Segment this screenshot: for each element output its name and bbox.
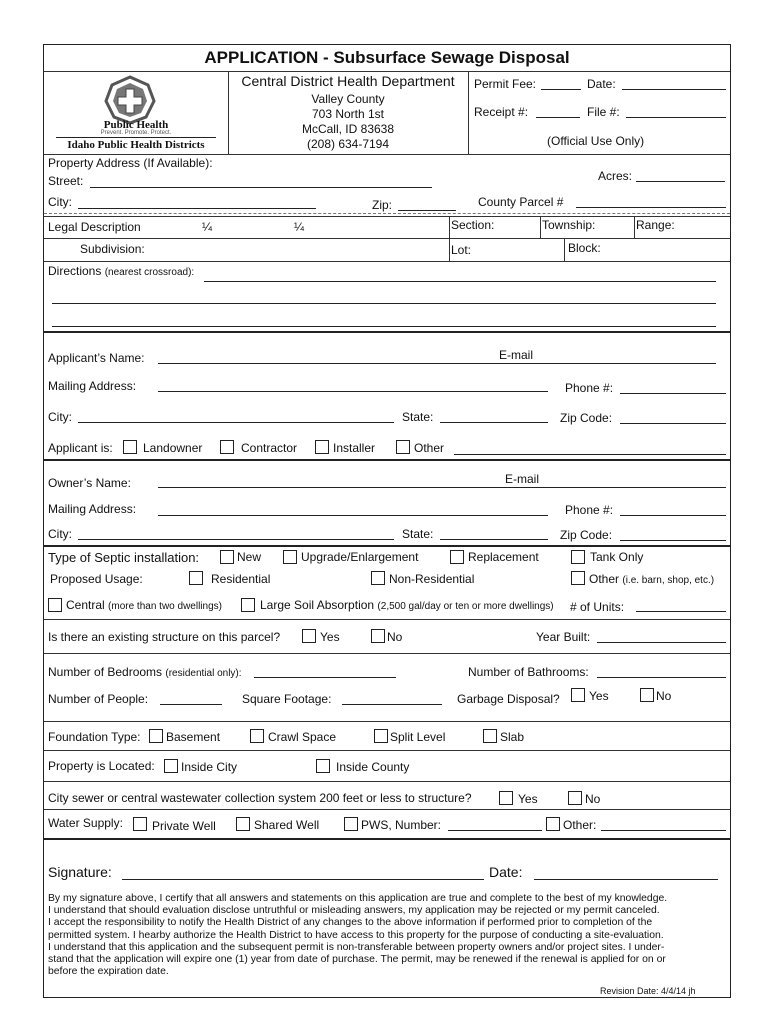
quarter-1: ¼ (202, 220, 213, 234)
divider (44, 238, 730, 239)
garbage-yes-label: Yes (589, 689, 609, 703)
department-address1: 703 North 1st (311, 107, 385, 121)
shared-well-checkbox[interactable] (236, 817, 250, 831)
parcel-field[interactable] (576, 207, 726, 208)
garbage-label: Garbage Disposal? (457, 692, 560, 706)
upgrade-label: Upgrade/Enlargement (301, 550, 419, 564)
people-label: Number of People: (48, 692, 149, 706)
applicant-city-field[interactable] (78, 422, 394, 423)
inside-city-label: Inside City (181, 760, 238, 774)
owner-state-label: State: (402, 527, 434, 541)
public-health-logo (102, 75, 158, 125)
water-other-checkbox[interactable] (546, 817, 560, 831)
year-built-field[interactable] (597, 642, 726, 643)
bedrooms-label: Number of Bedrooms (48, 665, 163, 679)
department-phone: (208) 634-7194 (306, 137, 390, 151)
owner-city-label: City: (48, 527, 72, 541)
inside-county-label: Inside County (336, 760, 410, 774)
split-level-label: Split Level (390, 730, 446, 744)
crawl-space-label: Crawl Space (268, 730, 337, 744)
divider (44, 154, 730, 155)
owner-mailing-label: Mailing Address: (48, 502, 137, 516)
logo-name: Public Health (103, 119, 169, 131)
central-checkbox[interactable] (48, 598, 62, 612)
file-label: File #: (587, 105, 620, 119)
directions-line-2[interactable] (52, 303, 716, 304)
divider (44, 261, 730, 262)
water-label: Water Supply: (48, 816, 123, 830)
structure-yes-label: Yes (320, 630, 340, 644)
applicant-mailing-label: Mailing Address: (48, 379, 137, 393)
owner-phone-field[interactable] (620, 515, 726, 516)
sewer-no-label: No (585, 792, 601, 806)
sewer-no-checkbox[interactable] (568, 791, 582, 805)
sqft-field[interactable] (342, 704, 442, 705)
certification-line: before the expiration date. (48, 966, 169, 978)
sewer-yes-label: Yes (518, 792, 538, 806)
applicant-mailing-field[interactable] (158, 391, 548, 392)
applicant-city-label: City: (48, 410, 72, 424)
year-built-label: Year Built: (536, 630, 591, 644)
divider (44, 721, 730, 722)
shared-well-label: Shared Well (254, 818, 320, 832)
structure-question: Is there an existing structure on this parcel? (48, 630, 281, 644)
range-label: Range: (636, 218, 675, 232)
central-note: (more than two dwellings) (108, 601, 222, 612)
private-well-label: Private Well (152, 819, 216, 833)
applicant-is-label: Applicant is: (48, 441, 113, 455)
new-checkbox[interactable] (220, 550, 234, 564)
bedrooms-note: (residential only): (165, 668, 242, 679)
permit-fee-label: Permit Fee: (474, 77, 537, 91)
garbage-no-checkbox[interactable] (640, 688, 654, 702)
official-use-note: (Official Use Only) (547, 134, 645, 148)
form-title: APPLICATION - Subsurface Sewage Disposal (204, 48, 570, 67)
units-field[interactable] (636, 611, 726, 612)
owner-zip-field[interactable] (620, 540, 726, 541)
non-residential-label: Non-Residential (389, 572, 475, 586)
street-label: Street: (48, 174, 84, 188)
divider (540, 216, 541, 238)
new-label: New (237, 550, 262, 564)
block-label: Block: (568, 241, 601, 255)
residential-label: Residential (211, 572, 271, 586)
acres-label: Acres: (598, 169, 633, 183)
structure-no-checkbox[interactable] (371, 629, 385, 643)
owner-state-field[interactable] (440, 539, 548, 540)
applicant-phone-label: Phone #: (565, 381, 614, 395)
logo-org: Idaho Public Health Districts (67, 139, 205, 151)
divider (468, 71, 469, 154)
installer-label: Installer (333, 441, 376, 455)
split-level-checkbox[interactable] (374, 729, 388, 743)
directions-note: (nearest crossroad): (104, 267, 195, 278)
directions-line-1[interactable] (204, 281, 716, 282)
slab-label: Slab (500, 730, 525, 744)
application-form (43, 44, 731, 998)
office-date-label: Date: (587, 77, 616, 91)
legal-description-label: Legal Description (48, 220, 141, 234)
divider (44, 213, 730, 214)
sewer-question: City sewer or central wastewater collection system 200 feet or less to structure? (48, 791, 472, 805)
office-date-field[interactable] (622, 89, 726, 90)
upgrade-checkbox[interactable] (283, 550, 297, 564)
parcel-label: County Parcel # (478, 195, 564, 209)
applicant-other-label: Other (414, 441, 445, 455)
garbage-no-label: No (656, 689, 672, 703)
pws-number-field[interactable] (448, 830, 542, 831)
certification-line: I understand that should evaluation disclose untruthful or misleading answers, my application may be rejected or my permit canceled. (48, 905, 660, 917)
divider (44, 781, 730, 782)
pws-checkbox[interactable] (344, 817, 358, 831)
property-heading: Property Address (If Available): (48, 156, 213, 170)
divider (44, 838, 730, 840)
signature-field[interactable] (122, 879, 484, 880)
replacement-label: Replacement (468, 550, 539, 564)
divider (44, 653, 730, 654)
owner-mailing-field[interactable] (158, 515, 548, 516)
divider (44, 216, 730, 217)
signature-date-label: Date: (489, 864, 523, 880)
owner-zip-label: Zip Code: (560, 528, 613, 542)
pws-label: PWS, Number: (361, 818, 442, 832)
applicant-other-field[interactable] (454, 454, 726, 455)
department-address2: McCall, ID 83638 (301, 122, 395, 136)
basement-label: Basement (166, 730, 221, 744)
divider (44, 619, 730, 620)
non-residential-checkbox[interactable] (371, 571, 385, 585)
signature-date-field[interactable] (534, 879, 718, 880)
bathrooms-label: Number of Bathrooms: (468, 665, 589, 679)
owner-name-label: Owner’s Name: (48, 476, 131, 490)
lot-label: Lot: (451, 243, 472, 257)
structure-yes-checkbox[interactable] (302, 629, 316, 643)
certification-line: permitted system. I hearby authorize the Health District to have access to this property for the purpose of conducting a site-evaluation. (48, 929, 664, 941)
divider (44, 71, 730, 72)
township-label: Township: (542, 218, 596, 232)
section-label: Section: (451, 218, 495, 232)
quarter-2: ¼ (294, 220, 305, 234)
divider (634, 216, 635, 238)
department-name: Central District Health Department (241, 73, 455, 89)
owner-name-field[interactable] (158, 487, 726, 488)
subdivision-label: Subdivision: (80, 242, 145, 256)
units-label: # of Units: (570, 600, 625, 614)
receipt-label: Receipt #: (474, 105, 529, 119)
landowner-checkbox[interactable] (123, 440, 137, 454)
directions-line-3[interactable] (52, 326, 716, 327)
directions-label: Directions (48, 264, 102, 278)
usage-label: Proposed Usage: (50, 572, 143, 586)
central-label: Central (66, 598, 105, 612)
acres-field[interactable] (636, 181, 725, 182)
owner-city-field[interactable] (78, 539, 394, 540)
usage-other-label: Other (589, 572, 620, 586)
permit-fee-field[interactable] (541, 89, 581, 90)
septic-type-label: Type of Septic installation: (48, 550, 200, 565)
applicant-name-field[interactable] (158, 363, 716, 364)
large-soil-note: (2,500 gal/day or ten or more dwellings) (377, 601, 554, 612)
tank-only-checkbox[interactable] (571, 550, 585, 564)
zip-field[interactable] (398, 210, 456, 211)
water-other-field[interactable] (601, 830, 726, 831)
usage-other-note: (i.e. barn, shop, etc.) (622, 575, 715, 586)
large-soil-label: Large Soil Absorption (260, 598, 375, 612)
city-label: City: (48, 195, 72, 209)
logo-tagline: Prevent. Promote. Protect. (100, 130, 172, 136)
receipt-field[interactable] (536, 117, 580, 118)
certification-text (48, 893, 732, 978)
landowner-label: Landowner (143, 441, 203, 455)
divider (44, 459, 730, 461)
located-label: Property is Located: (48, 759, 155, 773)
street-field[interactable] (90, 187, 432, 188)
large-soil-checkbox[interactable] (241, 598, 255, 612)
foundation-label: Foundation Type: (48, 730, 141, 744)
divider (44, 331, 730, 333)
certification-line: By my signature above, I certify that all answers and statements on this application are true and complete to the best of my knowledge. (48, 893, 668, 904)
garbage-yes-checkbox[interactable] (571, 688, 585, 702)
applicant-other-checkbox[interactable] (396, 440, 410, 454)
applicant-name-label: Applicant’s Name: (48, 351, 145, 365)
zip-label: Zip: (372, 198, 393, 212)
applicant-state-field[interactable] (440, 422, 548, 423)
applicant-state-label: State: (402, 410, 434, 424)
installer-checkbox[interactable] (315, 440, 329, 454)
applicant-zip-label: Zip Code: (560, 411, 613, 425)
sewer-yes-checkbox[interactable] (499, 791, 513, 805)
contractor-label: Contractor (241, 441, 298, 455)
certification-line: stand that the application will expire one (1) year from date of purchase. The permit, may be renewed if the renewal is applied for on or (48, 954, 666, 966)
people-field[interactable] (160, 704, 222, 705)
divider (44, 750, 730, 751)
contractor-checkbox[interactable] (220, 440, 234, 454)
basement-checkbox[interactable] (149, 729, 163, 743)
sqft-label: Square Footage: (242, 692, 332, 706)
city-field[interactable] (78, 208, 316, 209)
inside-county-checkbox[interactable] (316, 759, 330, 773)
divider (564, 238, 565, 261)
signature-label: Signature: (48, 864, 112, 880)
slab-checkbox[interactable] (483, 729, 497, 743)
revision-date: Revision Date: 4/4/14 jh (600, 986, 696, 996)
certification-line: I understand that this application and the subsequent permit is non-transferable between property owners and/or project sites. I under- (48, 941, 665, 953)
usage-other-checkbox[interactable] (571, 571, 585, 585)
certification-line: I accept the responsibility to notify the Health District of any changes to the above information if performed prior to completion of the (48, 917, 653, 929)
owner-phone-label: Phone #: (565, 503, 614, 517)
divider (44, 545, 730, 547)
bathrooms-field[interactable] (597, 677, 726, 678)
crawl-space-checkbox[interactable] (250, 729, 264, 743)
file-field[interactable] (626, 117, 726, 118)
applicant-zip-field[interactable] (620, 423, 726, 424)
owner-email-label: E-mail (505, 472, 540, 486)
private-well-checkbox[interactable] (133, 817, 147, 831)
residential-checkbox[interactable] (189, 571, 203, 585)
water-other-label: Other: (563, 818, 597, 832)
department-county: Valley County (311, 92, 385, 106)
divider (56, 137, 216, 138)
replacement-checkbox[interactable] (450, 550, 464, 564)
divider (44, 809, 730, 810)
inside-city-checkbox[interactable] (164, 759, 178, 773)
applicant-email-label: E-mail (499, 348, 534, 362)
bedrooms-field[interactable] (254, 677, 396, 678)
applicant-phone-field[interactable] (620, 393, 726, 394)
tank-only-label: Tank Only (590, 550, 644, 564)
structure-no-label: No (387, 630, 403, 644)
